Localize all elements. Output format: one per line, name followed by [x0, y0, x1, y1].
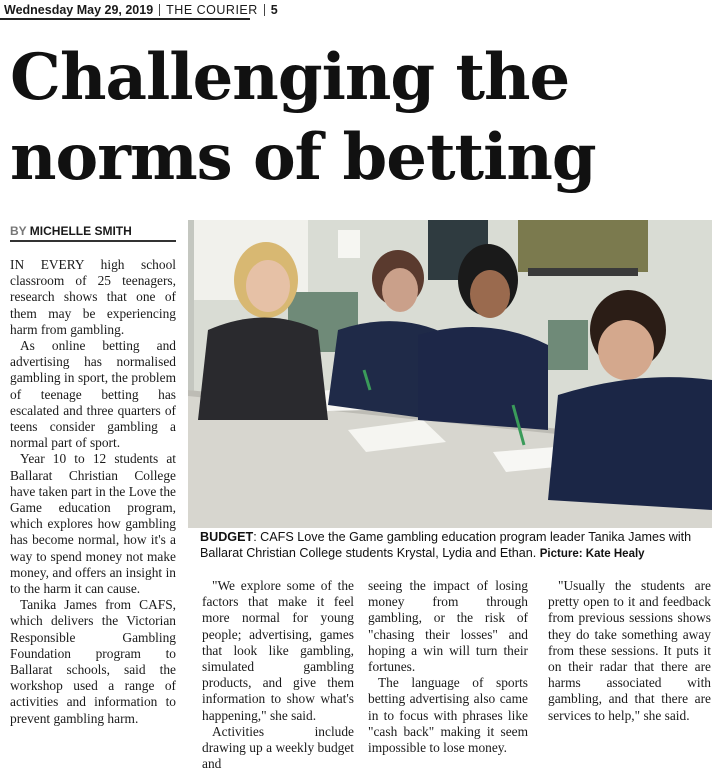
paragraph: Tanika James from CAFS, which delivers the Victorian Responsible Gambling Foundation program to Ballarat schools, said the workshop used a range of activities and information to prevent gambling harm. — [10, 597, 176, 726]
issue-date: Wednesday May 29, 2019 — [4, 3, 154, 17]
paragraph: "We explore some of the factors that make it feel more normal for young people; advertising, games that look like gambling, simulated gambling products, and give them information to show what's happening," she said. — [202, 578, 354, 723]
article-column-4 — [548, 578, 711, 724]
paragraph: Year 10 to 12 students at Ballarat Christian College have taken part in the Love the Game education program, which explores how gambling has become normal, how it's a way to spend money not make money, and offers an insight in to the harm it can cause. — [10, 451, 176, 597]
caption-label: BUDGET — [200, 530, 254, 544]
headline-line-1: Challenging the — [10, 40, 570, 115]
byline-rule — [10, 240, 176, 242]
article-column-2 — [202, 578, 354, 772]
paragraph: IN EVERY high school classroom of 25 teenagers, research shows that one of them may be experiencing harm from gambling. — [10, 257, 176, 337]
masthead — [4, 2, 712, 18]
headline-line-2: norms of betting — [10, 120, 596, 195]
classroom-photo-illustration — [188, 220, 712, 528]
paragraph: As online betting and advertising has normalised gambling in sport, the problem of teenage betting has escalated and three quarters of teens consider gambling a normal part of sport. — [10, 338, 176, 451]
paragraph: The language of sports betting advertising also came in to focus with phrases like "cash back" making it seem impossible to lose money. — [368, 675, 528, 756]
byline-prefix: BY — [10, 224, 27, 238]
classroom-photo — [188, 220, 712, 528]
byline-author: MICHELLE SMITH — [29, 224, 132, 238]
photo-credit: Picture: Kate Healy — [539, 548, 645, 560]
paragraph: Activities include drawing up a weekly budget and — [202, 723, 354, 772]
masthead-divider — [264, 4, 265, 16]
masthead-divider — [159, 4, 160, 16]
headline — [10, 38, 710, 198]
paragraph: seeing the impact of losing money from through gambling, or the risk of "chasing their losses" and hoping a win will turn their fortunes. — [368, 578, 528, 675]
article-column-3 — [368, 578, 528, 756]
caption-text: : CAFS Love the Game gambling education program leader Tanika James with Ballarat Christian College students Krystal, Lydia and Ethan. — [200, 530, 692, 560]
paper-name: THE COURIER — [166, 3, 258, 17]
paragraph: "Usually the students are pretty open to it and feedback from previous sessions shows they do take something away from these sessions. It puts it on their radar that there are harms associated with gambling, and that there are services to help," she said. — [548, 578, 711, 723]
masthead-rule — [0, 18, 250, 20]
article-column-1 — [10, 257, 176, 727]
photo-caption — [200, 529, 712, 562]
page-number: 5 — [270, 3, 278, 17]
